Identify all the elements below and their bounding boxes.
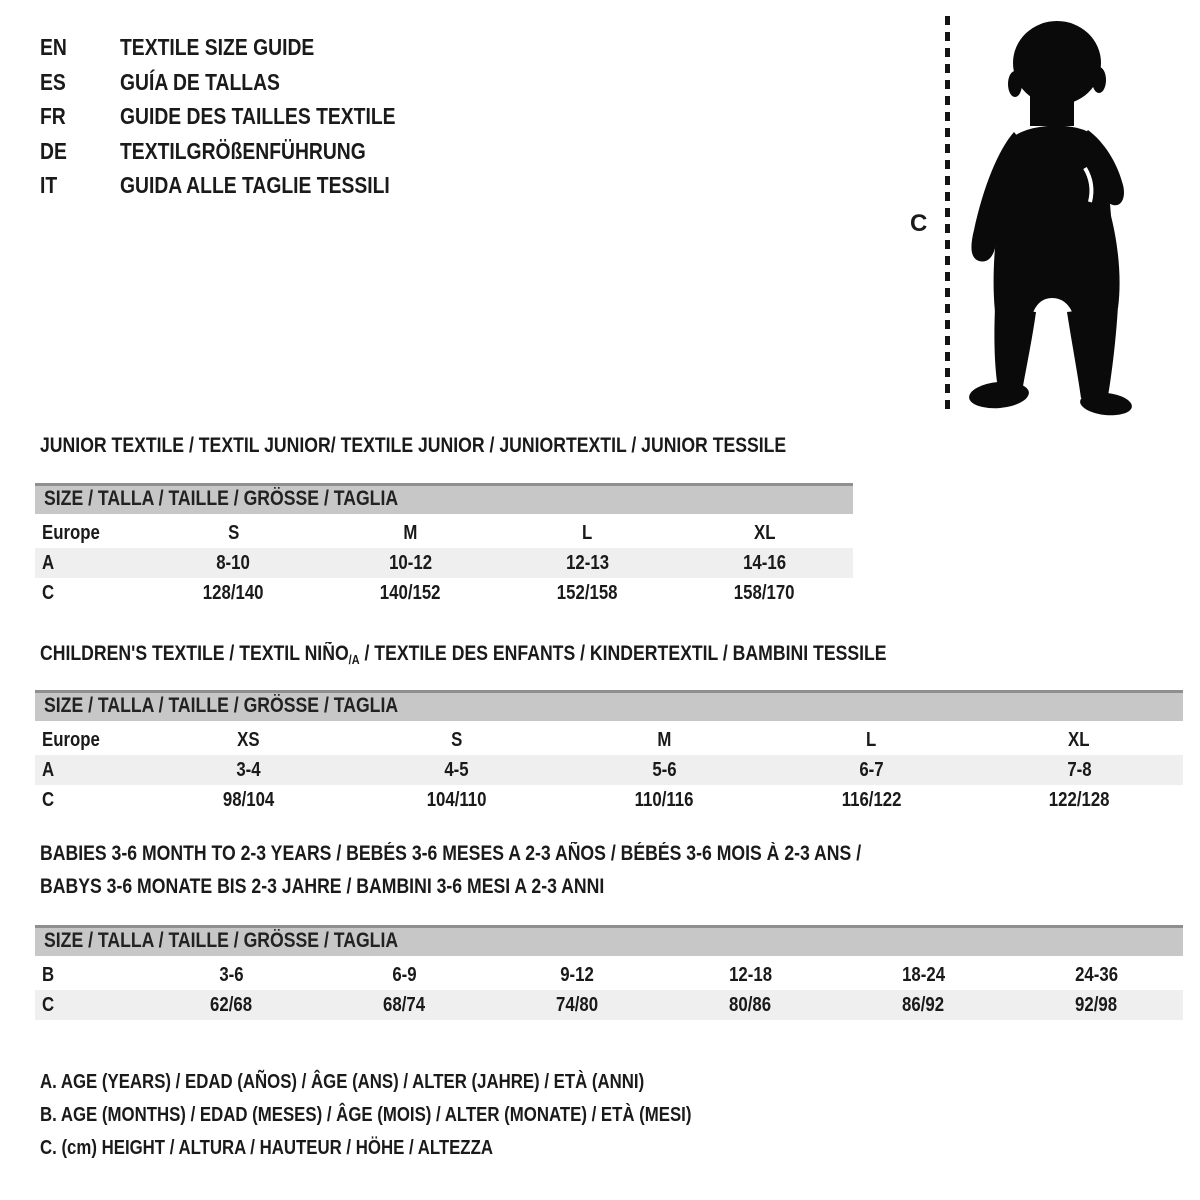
table-row-c	[35, 990, 1183, 1020]
age-value: 3-4	[236, 759, 261, 781]
age-value: 24-36	[1075, 964, 1118, 986]
size-value: XS	[237, 729, 261, 751]
age-value: 3-6	[219, 964, 244, 986]
height-value: 152/158	[557, 582, 618, 604]
size-value: M	[656, 729, 671, 751]
height-value: 74/80	[556, 994, 599, 1016]
guide-title-it: GUIDA ALLE TAGLIE TESSILI	[120, 172, 390, 198]
language-code: FR	[40, 103, 66, 129]
children-size-table	[35, 690, 1183, 815]
row-label: A	[42, 759, 55, 781]
guide-title-es: GUÍA DE TALLAS	[120, 68, 280, 95]
language-title-list	[40, 30, 448, 203]
row-label: C	[42, 994, 55, 1016]
table-row-europe	[35, 725, 1183, 755]
language-row-it	[40, 168, 448, 203]
age-value: 10-12	[389, 552, 432, 574]
language-code: EN	[40, 34, 67, 60]
age-value: 4-5	[444, 759, 469, 781]
age-value: 9-12	[560, 964, 595, 986]
age-value: 7-8	[1067, 759, 1092, 781]
language-code: IT	[40, 172, 58, 198]
legend-line-b: B. AGE (MONTHS) / EDAD (MESES) / ÂGE (MOIS) / ALTER (MONATE) / ETÀ (MESI)	[40, 1104, 692, 1126]
height-measure-label: C	[910, 210, 928, 237]
size-value: XL	[753, 522, 776, 544]
language-row-fr	[40, 99, 448, 134]
row-label: Europe	[42, 729, 100, 751]
height-value: 116/122	[841, 789, 902, 811]
size-header-band: SIZE / TALLA / TAILLE / GRÖSSE / TAGLIA	[35, 690, 1183, 721]
height-value: 68/74	[383, 994, 426, 1016]
table-row-b	[35, 960, 1183, 990]
language-row-es	[40, 65, 448, 100]
size-value: S	[227, 522, 240, 544]
age-value: 12-18	[729, 964, 772, 986]
guide-title-en: TEXTILE SIZE GUIDE	[120, 34, 315, 60]
table-row-c	[35, 578, 853, 608]
age-value: 18-24	[902, 964, 945, 986]
height-value: 62/68	[210, 994, 253, 1016]
size-value: M	[403, 522, 418, 544]
age-value: 12-13	[566, 552, 609, 574]
language-code: DE	[40, 137, 67, 164]
language-code: ES	[40, 68, 66, 95]
height-value: 86/92	[902, 994, 945, 1016]
row-label: B	[42, 964, 55, 986]
babies-section-title-line2: BABYS 3-6 MONATE BIS 2-3 JAHRE / BAMBINI 3-6 MESI A 2-3 ANNI	[40, 875, 605, 898]
height-value: 158/170	[734, 582, 795, 604]
legend-line-a: A. AGE (YEARS) / EDAD (AÑOS) / ÂGE (ANS) / ALTER (JAHRE) / ETÀ (ANNI)	[40, 1071, 645, 1093]
guide-title-fr: GUIDE DES TAILLES TEXTILE	[120, 103, 396, 129]
row-label: A	[42, 552, 55, 574]
table-row-a	[35, 755, 1183, 785]
measurement-legend	[40, 1066, 816, 1165]
height-value: 122/128	[1048, 789, 1110, 811]
height-value: 104/110	[426, 789, 487, 811]
height-value: 80/86	[729, 994, 772, 1016]
guide-title-de: TEXTILGRÖßENFÜHRUNG	[120, 137, 366, 164]
age-value: 8-10	[216, 552, 251, 574]
babies-size-table	[35, 925, 1183, 1020]
size-value: S	[450, 729, 462, 751]
size-value: L	[582, 522, 593, 544]
baby-silhouette-icon	[966, 18, 1138, 418]
babies-section-title-line1: BABIES 3-6 MONTH TO 2-3 YEARS / BEBÉS 3-6 MESES A 2-3 AÑOS / BÉBÉS 3-6 MOIS À 2-3 ANS /	[40, 842, 862, 865]
age-value: 14-16	[743, 552, 786, 574]
age-value: 5-6	[651, 759, 677, 781]
children-section-title: CHILDREN'S TEXTILE / TEXTIL $NIÑO_{/A}$ / TEXTILE DES ENFANTS / KINDERTEXTIL / BAMBINI TESSILE	[40, 642, 887, 667]
age-value: 6-7	[859, 759, 884, 781]
height-measure-dashed-line	[945, 16, 950, 416]
size-header-band: SIZE / TALLA / TAILLE / GRÖSSE / TAGLIA	[35, 925, 1183, 956]
height-value: 92/98	[1075, 994, 1118, 1016]
language-row-de	[40, 134, 448, 169]
table-row-c	[35, 785, 1183, 815]
junior-section-title: JUNIOR TEXTILE / TEXTIL JUNIOR/ TEXTILE JUNIOR / JUNIORTEXTIL / JUNIOR TESSILE	[40, 434, 787, 457]
height-value: 110/116	[634, 789, 694, 811]
height-value: 128/140	[203, 582, 264, 604]
size-header-band: SIZE / TALLA / TAILLE / GRÖSSE / TAGLIA	[35, 483, 853, 514]
table-row-europe	[35, 518, 853, 548]
row-label: C	[42, 789, 55, 811]
row-label: C	[42, 582, 55, 604]
size-value: XL	[1068, 729, 1090, 751]
height-value: 98/104	[223, 789, 275, 811]
row-label: Europe	[42, 522, 100, 544]
legend-line-c: C. (cm) HEIGHT / ALTURA / HAUTEUR / HÖHE / ALTEZZA	[40, 1137, 493, 1159]
language-row-en	[40, 30, 448, 65]
age-value: 6-9	[392, 964, 417, 986]
height-value: 140/152	[380, 582, 441, 604]
junior-size-table	[35, 483, 853, 608]
nino-a-subscript: /A	[348, 652, 360, 667]
size-value: L	[866, 729, 877, 751]
table-row-a	[35, 548, 853, 578]
